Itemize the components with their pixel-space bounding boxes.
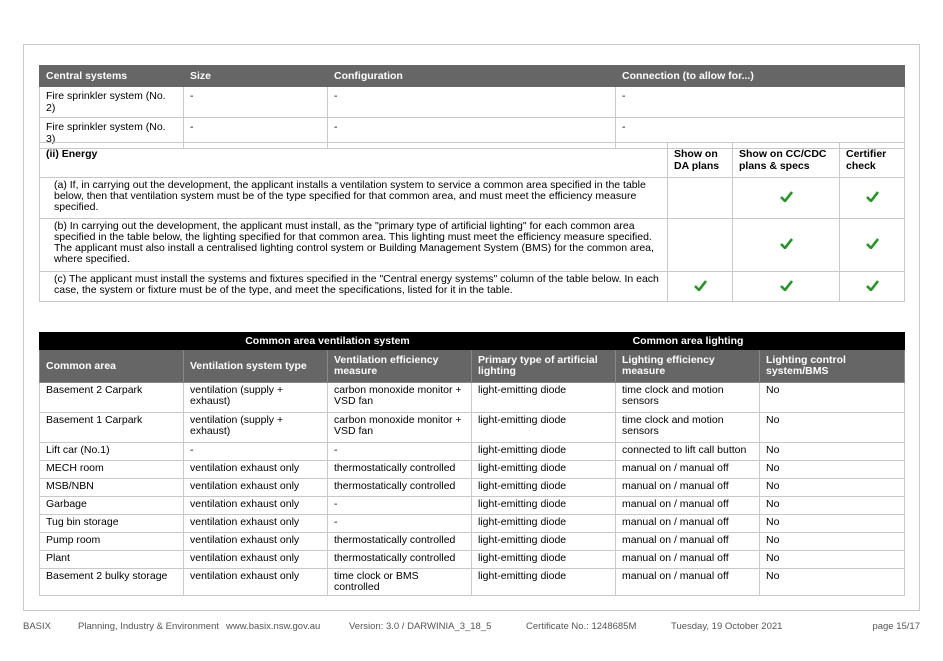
energy-item-text: (a) If, in carrying out the development, the applicant installs a ventilation system to service a common area specified in the table below, then that ventilation system must be of the type specified for that common area, and must meet the efficiency measure specified. bbox=[40, 178, 668, 219]
cell-ventilation-type: ventilation exhaust only bbox=[184, 569, 328, 596]
table-row bbox=[40, 533, 905, 551]
check-icon bbox=[780, 238, 793, 249]
cell-ventilation-efficiency: - bbox=[328, 515, 472, 533]
table-row bbox=[40, 479, 905, 497]
cell-lighting-control: No bbox=[760, 461, 905, 479]
cell-lighting-efficiency: connected to lift call button bbox=[616, 443, 760, 461]
da-check-cell bbox=[668, 178, 733, 219]
cell-primary-lighting: light-emitting diode bbox=[472, 413, 616, 443]
header-central-systems: Central systems bbox=[40, 66, 184, 87]
group-lighting: Common area lighting bbox=[472, 333, 905, 350]
check-icon bbox=[780, 191, 793, 202]
cell-common-area: MSB/NBN bbox=[40, 479, 184, 497]
cell-ventilation-type: ventilation exhaust only bbox=[184, 497, 328, 515]
footer-version: Version: 3.0 / DARWINIA_3_18_5 bbox=[349, 621, 492, 632]
footer-url[interactable]: www.basix.nsw.gov.au bbox=[226, 621, 321, 632]
header-ventilation-type: Ventilation system type bbox=[184, 350, 328, 383]
energy-title: (ii) Energy bbox=[40, 143, 668, 178]
header-size: Size bbox=[184, 66, 328, 87]
cell-common-area: Lift car (No.1) bbox=[40, 443, 184, 461]
cell-lighting-efficiency: manual on / manual off bbox=[616, 533, 760, 551]
cell-lighting-control: No bbox=[760, 497, 905, 515]
cell-lighting-control: No bbox=[760, 443, 905, 461]
cell-primary-lighting: light-emitting diode bbox=[472, 497, 616, 515]
cell-primary-lighting: light-emitting diode bbox=[472, 533, 616, 551]
cell-primary-lighting: light-emitting diode bbox=[472, 515, 616, 533]
cell-common-area: Pump room bbox=[40, 533, 184, 551]
cc-check-cell bbox=[733, 272, 840, 302]
footer-page-number: page 15/17 bbox=[872, 621, 920, 632]
header-common-area: Common area bbox=[40, 350, 184, 383]
footer-certificate: Certificate No.: 1248685M bbox=[526, 621, 637, 632]
footer-department: Planning, Industry & Environment bbox=[78, 621, 219, 632]
header-show-on-cc-cdc: Show on CC/CDC plans & specs bbox=[733, 143, 840, 178]
cell-lighting-control: No bbox=[760, 551, 905, 569]
cell-lighting-efficiency: manual on / manual off bbox=[616, 461, 760, 479]
cell-lighting-control: No bbox=[760, 413, 905, 443]
cell-common-area: Tug bin storage bbox=[40, 515, 184, 533]
energy-header-row bbox=[40, 143, 905, 178]
table-row bbox=[40, 413, 905, 443]
table-row bbox=[40, 383, 905, 413]
header-primary-lighting: Primary type of artificial lighting bbox=[472, 350, 616, 383]
cell-system: Fire sprinkler system (No. 2) bbox=[40, 87, 184, 118]
cell-ventilation-type: ventilation exhaust only bbox=[184, 551, 328, 569]
table-row bbox=[40, 515, 905, 533]
cell-lighting-efficiency: manual on / manual off bbox=[616, 515, 760, 533]
cell-ventilation-efficiency: carbon monoxide monitor + VSD fan bbox=[328, 413, 472, 443]
check-icon bbox=[694, 280, 707, 291]
cell-configuration: - bbox=[328, 118, 616, 149]
common-area-body bbox=[40, 383, 905, 596]
header-certifier-check: Certifier check bbox=[840, 143, 905, 178]
cell-ventilation-efficiency: thermostatically controlled bbox=[328, 461, 472, 479]
header-configuration: Configuration bbox=[328, 66, 616, 87]
cc-check-cell bbox=[733, 219, 840, 272]
footer-date: Tuesday, 19 October 2021 bbox=[671, 621, 783, 632]
group-ventilation: Common area ventilation system bbox=[184, 333, 472, 350]
cell-ventilation-type: ventilation (supply + exhaust) bbox=[184, 413, 328, 443]
energy-item-row bbox=[40, 178, 905, 219]
cell-ventilation-efficiency: - bbox=[328, 497, 472, 515]
certifier-check-cell bbox=[840, 219, 905, 272]
cell-lighting-efficiency: manual on / manual off bbox=[616, 497, 760, 515]
cell-primary-lighting: light-emitting diode bbox=[472, 383, 616, 413]
cell-lighting-efficiency: time clock and motion sensors bbox=[616, 413, 760, 443]
table-row bbox=[40, 461, 905, 479]
cell-lighting-control: No bbox=[760, 479, 905, 497]
central-systems-header-row bbox=[40, 66, 905, 87]
cell-common-area: Garbage bbox=[40, 497, 184, 515]
cell-size: - bbox=[184, 118, 328, 149]
cell-primary-lighting: light-emitting diode bbox=[472, 479, 616, 497]
header-show-on-da-plans: Show on DA plans bbox=[668, 143, 733, 178]
cell-lighting-efficiency: manual on / manual off bbox=[616, 551, 760, 569]
cell-ventilation-type: ventilation exhaust only bbox=[184, 533, 328, 551]
cell-common-area: Basement 1 Carpark bbox=[40, 413, 184, 443]
cell-ventilation-efficiency: thermostatically controlled bbox=[328, 533, 472, 551]
cell-primary-lighting: light-emitting diode bbox=[472, 443, 616, 461]
header-ventilation-efficiency: Ventilation efficiency measure bbox=[328, 350, 472, 383]
table-row bbox=[40, 551, 905, 569]
certifier-check-cell bbox=[840, 178, 905, 219]
cell-ventilation-type: ventilation exhaust only bbox=[184, 461, 328, 479]
header-lighting-control: Lighting control system/BMS bbox=[760, 350, 905, 383]
cell-lighting-control: No bbox=[760, 383, 905, 413]
cc-check-cell bbox=[733, 178, 840, 219]
cell-ventilation-efficiency: time clock or BMS controlled bbox=[328, 569, 472, 596]
cell-lighting-efficiency: time clock and motion sensors bbox=[616, 383, 760, 413]
cell-ventilation-type: ventilation exhaust only bbox=[184, 515, 328, 533]
cell-ventilation-efficiency: - bbox=[328, 443, 472, 461]
cell-ventilation-type: ventilation (supply + exhaust) bbox=[184, 383, 328, 413]
cell-lighting-control: No bbox=[760, 569, 905, 596]
cell-system: Fire sprinkler system (No. 3) bbox=[40, 118, 184, 149]
table-row bbox=[40, 443, 905, 461]
certifier-check-cell bbox=[840, 272, 905, 302]
common-area-table bbox=[39, 332, 905, 596]
header-connection: Connection (to allow for...) bbox=[616, 66, 905, 87]
page-footer bbox=[23, 621, 920, 633]
cell-ventilation-efficiency: thermostatically controlled bbox=[328, 551, 472, 569]
cell-lighting-control: No bbox=[760, 515, 905, 533]
cell-common-area: Basement 2 bulky storage bbox=[40, 569, 184, 596]
cell-primary-lighting: light-emitting diode bbox=[472, 569, 616, 596]
energy-table bbox=[39, 142, 905, 302]
da-check-cell bbox=[668, 272, 733, 302]
cell-primary-lighting: light-emitting diode bbox=[472, 461, 616, 479]
energy-item-text: (c) The applicant must install the systems and fixtures specified in the "Central energy systems" column of the table below. In each case, the system or fixture must be of the type, and meet the specifications, listed for it in the table. bbox=[40, 272, 668, 302]
cell-lighting-control: No bbox=[760, 533, 905, 551]
check-icon bbox=[866, 280, 879, 291]
cell-lighting-efficiency: manual on / manual off bbox=[616, 569, 760, 596]
energy-item-row bbox=[40, 219, 905, 272]
cell-connection: - bbox=[616, 87, 905, 118]
common-area-header-row bbox=[40, 350, 905, 383]
da-check-cell bbox=[668, 219, 733, 272]
header-lighting-efficiency: Lighting efficiency measure bbox=[616, 350, 760, 383]
table-row bbox=[40, 87, 905, 118]
cell-ventilation-type: - bbox=[184, 443, 328, 461]
energy-item-text: (b) In carrying out the development, the applicant must install, as the "primary type of artificial lighting" for each common area specified in the table below, the lighting specified for that common area. This lighting must meet the efficiency measure specified. The applicant must also install a centralised lighting control system or Building Management System (BMS) for the common area, where specified. bbox=[40, 219, 668, 272]
group-header-blank bbox=[40, 333, 184, 350]
table-row bbox=[40, 497, 905, 515]
cell-ventilation-type: ventilation exhaust only bbox=[184, 479, 328, 497]
cell-primary-lighting: light-emitting diode bbox=[472, 551, 616, 569]
table-row bbox=[40, 569, 905, 596]
group-header-row bbox=[40, 333, 905, 350]
cell-configuration: - bbox=[328, 87, 616, 118]
central-systems-table bbox=[39, 65, 905, 149]
cell-lighting-efficiency: manual on / manual off bbox=[616, 479, 760, 497]
energy-item-row bbox=[40, 272, 905, 302]
cell-common-area: Basement 2 Carpark bbox=[40, 383, 184, 413]
check-icon bbox=[866, 191, 879, 202]
cell-connection: - bbox=[616, 118, 905, 149]
cell-common-area: Plant bbox=[40, 551, 184, 569]
cell-size: - bbox=[184, 87, 328, 118]
check-icon bbox=[866, 238, 879, 249]
cell-ventilation-efficiency: carbon monoxide monitor + VSD fan bbox=[328, 383, 472, 413]
footer-basix: BASIX bbox=[23, 621, 51, 632]
check-icon bbox=[780, 280, 793, 291]
cell-ventilation-efficiency: thermostatically controlled bbox=[328, 479, 472, 497]
cell-common-area: MECH room bbox=[40, 461, 184, 479]
